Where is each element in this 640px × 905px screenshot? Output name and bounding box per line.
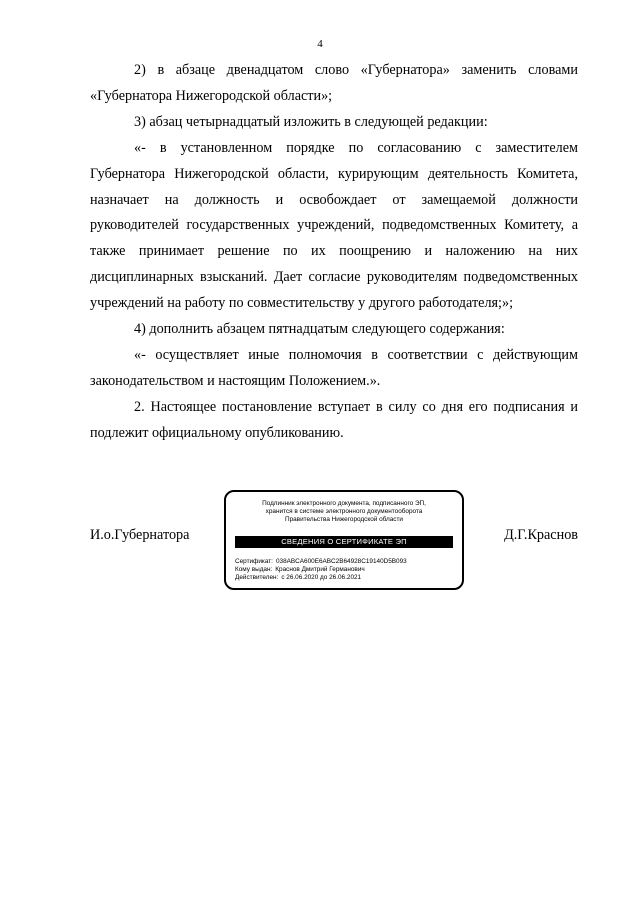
signatory-position: И.о.Губернатора <box>90 527 190 543</box>
stamp-note-line: Подлинник электронного документа, подписанного ЭП, <box>262 500 426 507</box>
electronic-signature-stamp <box>224 490 464 590</box>
validity-row <box>235 574 407 582</box>
certificate-label: Сертификат: <box>235 558 273 565</box>
validity-label: Действителен: <box>235 574 279 582</box>
certificate-details <box>235 558 407 583</box>
certificate-value: 038ABCA600E6ABC2B64928C19140D5B093 <box>275 558 407 565</box>
validity-value: с 26.06.2020 до 26.06.2021 <box>281 574 362 582</box>
paragraph-quoted-text-2: «- осуществляет иные полномочия в соответствии с действующим законодательством и настоящим Положением.». <box>90 346 578 389</box>
stamp-note-line: хранится в системе электронного документооборота <box>265 508 423 516</box>
page-number: 4 <box>317 38 323 50</box>
paragraph-item-2: 2) в абзаце двенадцатом слово «Губернатора» заменить словами «Губернатора Нижегородской области»; <box>90 62 578 104</box>
paragraph-effective-date: 2. Настоящее постановление вступает в силу со дня его подписания и подлежит официальному опубликованию. <box>90 398 578 441</box>
document-body <box>90 58 578 447</box>
certificate-row <box>235 558 407 566</box>
stamp-note-line: Правительства Нижегородской области <box>284 516 404 524</box>
stamp-note <box>226 500 462 525</box>
paragraph-item-3: 3) абзац четырнадцатый изложить в следующей редакции: <box>134 113 488 130</box>
signatory-name: Д.Г.Краснов <box>504 527 578 543</box>
issued-to-value: Краснов Дмитрий Германович <box>275 566 365 574</box>
issued-to-label: Кому выдан: <box>235 566 273 574</box>
paragraph-item-4: 4) дополнить абзацем пятнадцатым следующего содержания: <box>134 321 505 338</box>
certificate-header: СВЕДЕНИЯ О СЕРТИФИКАТЕ ЭП <box>235 536 453 548</box>
paragraph-quoted-text-1: «- в установленном порядке по согласованию с заместителем Губернатора Нижегородской области, курирующим деятельность Комитета, назначает на должность и освобождает от замещаемой должности руководителей государственных учреждений, подведомственных Комитету, а также принимает решение по их поощрению и наложению на них дисциплинарных взысканий. Дает согласие руководителям подведомственных учреждений на работу по совместительству у другого работодателя;»; <box>90 139 578 312</box>
